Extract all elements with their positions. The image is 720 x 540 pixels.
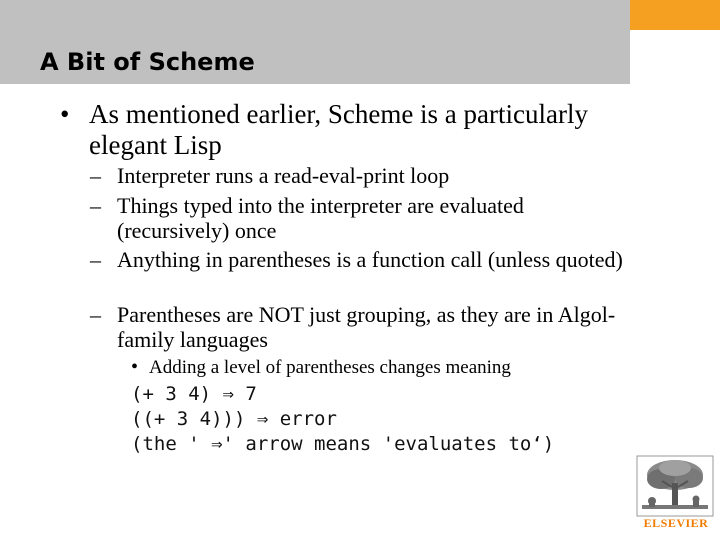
sub-bullet-text: Things typed into the interpreter are evaluated (recursively) once	[117, 193, 524, 243]
dash-marker: –	[90, 247, 101, 272]
bullet-marker: •	[60, 99, 70, 129]
main-bullet-text: As mentioned earlier, Scheme is a particularly elegant Lisp	[89, 99, 588, 160]
dash-marker: –	[90, 193, 101, 218]
dot-marker: •	[131, 356, 139, 378]
code-line: ((+ 3 4))) ⇒ error	[131, 408, 337, 430]
code-line: (the ' ⇒' arrow means 'evaluates to‘)	[131, 433, 555, 455]
code-line: (+ 3 4) ⇒ 7	[131, 383, 257, 405]
dash-marker: –	[90, 163, 101, 188]
sub-bullet-text: Interpreter runs a read-eval-print loop	[117, 163, 450, 188]
sub-sub-bullet-text: Adding a level of parentheses changes meaning	[149, 357, 511, 378]
sub-bullet-text: Parentheses are NOT just grouping, as they are in Algol-family languages	[117, 302, 616, 352]
dash-marker: –	[90, 302, 101, 327]
logo-text: ELSEVIER	[643, 516, 709, 530]
accent-block	[630, 0, 720, 30]
slide-title: A Bit of Scheme	[40, 48, 255, 76]
sub-bullet-text: Anything in parentheses is a function call (unless quoted)	[117, 247, 623, 272]
